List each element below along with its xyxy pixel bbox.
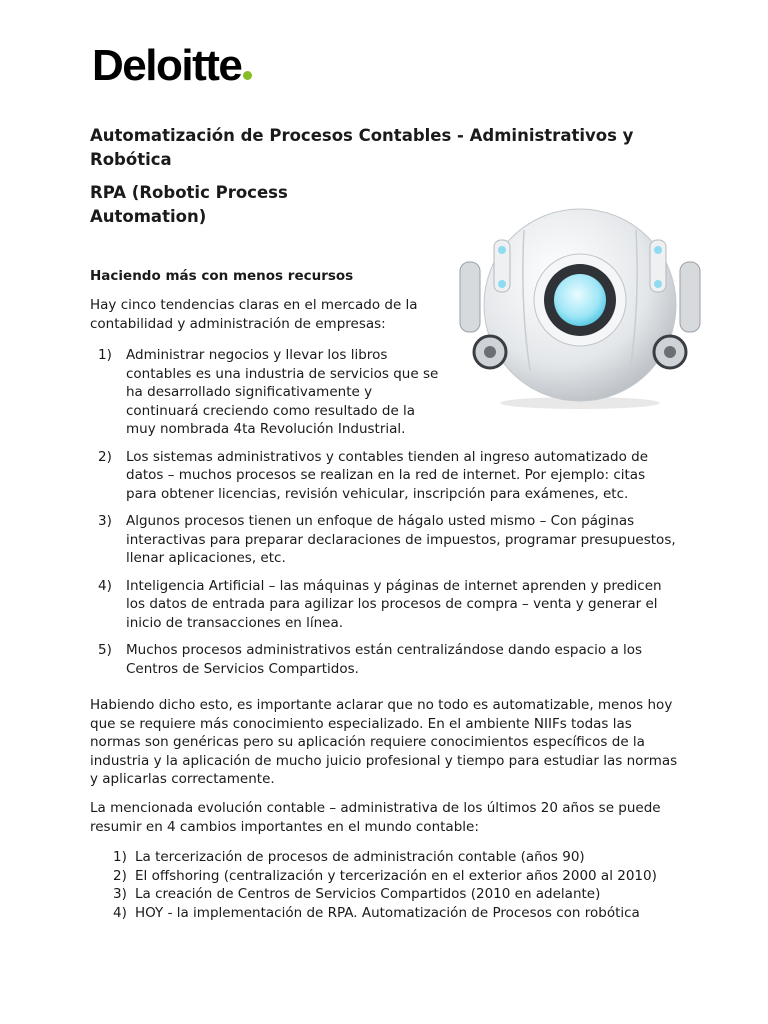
list-item <box>98 346 678 439</box>
list-item <box>113 885 693 904</box>
list-item <box>98 448 678 504</box>
list-number: 3) <box>113 886 127 902</box>
list-number: 4) <box>98 577 112 594</box>
body-paragraph-niif: Habiendo dicho esto, es importante aclarar que no todo es automatizable, menos hoy que se requiere más conocimiento especializado. En el ambiente NIIFs todas las normas son genéricas pero su aplicación requiere conocimientos específicos de la industria y la aplicación de mucho juicio profesional y tiempo para estudiar las normas y aplicarlas correctamente. <box>90 697 678 787</box>
list-text: Algunos procesos tienen un enfoque de hágalo usted mismo – Con páginas interactivas para preparar declaraciones de impuestos, programar presupuestos, llenar aplicaciones, etc. <box>126 513 676 566</box>
logo-text: Deloitte <box>92 41 242 90</box>
list-item <box>98 512 678 568</box>
trends-list <box>98 346 678 687</box>
list-item <box>113 867 693 886</box>
changes-list <box>113 848 693 922</box>
list-text: La tercerización de procesos de administración contable (años 90) <box>135 849 585 865</box>
list-number: 3) <box>98 513 112 529</box>
section-heading: Haciendo más con menos recursos <box>90 268 354 284</box>
list-number: 2) <box>98 448 112 465</box>
list-number: 1) <box>113 849 127 865</box>
list-item <box>98 577 678 633</box>
list-number: 1) <box>98 347 112 363</box>
document-title: Automatización de Procesos Contables - Administrativos y Robótica <box>90 126 634 169</box>
list-text: El offshoring (centralización y tercerización en el exterior años 2000 al 2010) <box>135 867 657 884</box>
list-text: HOY - la implementación de RPA. Automatización de Procesos con robótica <box>135 904 640 921</box>
list-number: 5) <box>98 642 112 658</box>
list-text: Administrar negocios y llevar los libros contables es una industria de servicios que se ha desarrollado significativamente y continuará creciendo como resultado de la muy nombrada 4ta Revolución Industrial. <box>126 347 439 437</box>
list-text: Muchos procesos administrativos están centralizándose dando espacio a los Centros de Servicios Compartidos. <box>126 642 643 677</box>
list-item <box>98 641 678 678</box>
list-item <box>113 848 693 867</box>
body-paragraph-evolution: La mencionada evolución contable – administrativa de los últimos 20 años se puede resumir en 4 cambios importantes en el mundo contable: <box>90 800 661 835</box>
list-text: Inteligencia Artificial – las máquinas y páginas de internet aprenden y predicen los datos de entrada para agilizar los procesos de compra – venta y generar el inicio de transacciones en línea. <box>126 577 662 631</box>
deloitte-logo <box>92 41 252 90</box>
document-subtitle: RPA (Robotic Process Automation) <box>90 183 288 226</box>
list-number: 2) <box>113 867 127 884</box>
intro-paragraph: Hay cinco tendencias claras en el mercado de la contabilidad y administración de empresas: <box>90 297 418 332</box>
logo-dot <box>243 71 252 80</box>
list-text: Los sistemas administrativos y contables tienden al ingreso automatizado de datos – muchos procesos se realizan en la red de internet. Por ejemplo: citas para obtener licencias, revisión vehicular, inscripción para exámenes, etc. <box>126 448 649 502</box>
list-item <box>113 904 693 923</box>
list-text: La creación de Centros de Servicios Compartidos (2010 en adelante) <box>135 886 601 902</box>
list-number: 4) <box>113 904 127 921</box>
